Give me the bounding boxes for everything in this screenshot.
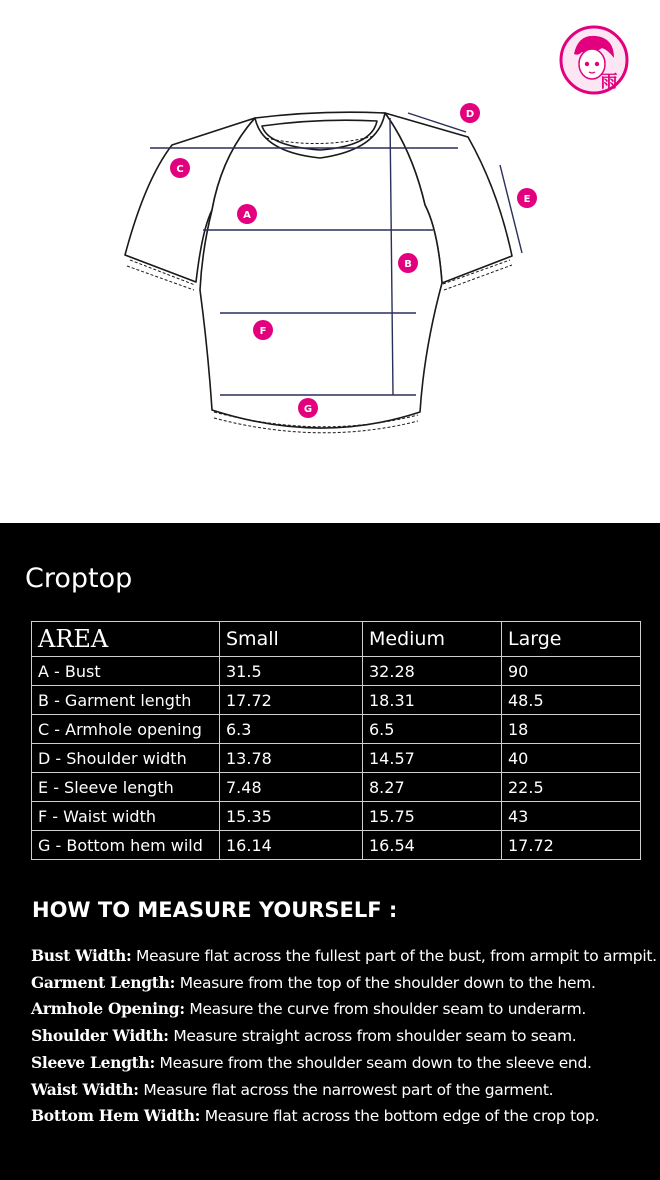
svg-text:B: B [404,259,412,270]
instruction-desc: Measure flat across the bottom edge of the crop top. [200,1107,600,1126]
instruction-desc: Measure flat across the narrowest part of the garment. [138,1080,554,1099]
table-header-row [32,622,641,657]
header-small: Small [220,622,363,657]
row-large: 17.72 [502,831,641,860]
svg-text:A: A [243,210,251,221]
row-small: 15.35 [220,802,363,831]
instruction-item [31,943,656,970]
header-large: Large [502,622,641,657]
marker-a [237,204,257,224]
row-area: D - Shoulder width [32,744,220,773]
instruction-term: Bust Width: [31,946,132,965]
logo-glyph: 雨 [600,72,618,92]
row-medium: 6.5 [363,715,502,744]
instruction-term: Waist Width: [31,1079,139,1099]
row-small: 16.14 [220,831,363,860]
table-row [32,773,641,802]
marker-c [170,158,190,178]
table-row [32,744,641,773]
row-small: 17.72 [220,686,363,715]
row-large: 22.5 [502,773,641,802]
row-medium: 15.75 [363,802,502,831]
marker-f [253,320,273,340]
instruction-item [31,1077,656,1104]
row-area: C - Armhole opening [32,715,220,744]
row-area: A - Bust [32,657,220,686]
diagram-section [0,0,660,523]
svg-text:D: D [465,109,475,120]
howto-heading: HOW TO MEASURE YOURSELF : [32,898,398,922]
table-row [32,831,641,860]
instruction-desc: Measure straight across from shoulder seam to seam. [168,1027,577,1046]
svg-text:C: C [176,164,184,175]
marker-g [298,398,318,418]
instruction-item [31,1103,656,1130]
row-medium: 14.57 [363,744,502,773]
size-table [31,621,641,860]
row-area: F - Waist width [32,802,220,831]
table-row [32,802,641,831]
marker-e [517,188,537,208]
instruction-term: Shoulder Width: [31,1026,169,1046]
size-guide-section [0,523,660,1180]
brand-logo [558,24,630,96]
svg-text:G: G [303,404,313,415]
table-row [32,686,641,715]
instruction-desc: Measure flat across the fullest part of the bust, from armpit to armpit. [131,947,657,965]
header-medium: Medium [363,622,502,657]
row-medium: 8.27 [363,773,502,802]
instruction-term: Garment Length: [31,972,176,992]
row-large: 48.5 [502,686,641,715]
svg-text:F: F [259,326,267,337]
row-medium: 16.54 [363,831,502,860]
row-area: G - Bottom hem wild [32,831,220,860]
marker-b [398,253,418,273]
instruction-term: Bottom Hem Width: [31,1106,201,1126]
row-large: 90 [502,657,641,686]
row-medium: 32.28 [363,657,502,686]
row-large: 40 [502,744,641,773]
row-large: 18 [502,715,641,744]
svg-text:E: E [523,194,531,205]
product-title: Croptop [25,563,133,594]
row-area: E - Sleeve length [32,773,220,802]
row-small: 31.5 [220,657,363,686]
row-small: 7.48 [220,773,363,802]
row-large: 43 [502,802,641,831]
header-area: AREA [32,622,220,657]
row-small: 6.3 [220,715,363,744]
marker-d [460,103,480,123]
instruction-desc: Measure from the top of the shoulder down to the hem. [175,973,596,992]
table-row [32,715,641,744]
row-area: B - Garment length [32,686,220,715]
croptop-measurement-diagram [110,95,550,445]
measurement-instructions [31,943,656,1130]
table-row [32,657,641,686]
instruction-item [31,1023,656,1050]
instruction-desc: Measure from the shoulder seam down to the sleeve end. [154,1053,592,1072]
row-medium: 18.31 [363,686,502,715]
instruction-desc: Measure the curve from shoulder seam to underarm. [184,1000,587,1019]
instruction-item [31,996,656,1023]
instruction-term: Sleeve Length: [31,1052,155,1072]
instruction-item [31,970,656,997]
instruction-item [31,1050,656,1077]
instruction-term: Armhole Opening: [31,999,185,1019]
row-small: 13.78 [220,744,363,773]
